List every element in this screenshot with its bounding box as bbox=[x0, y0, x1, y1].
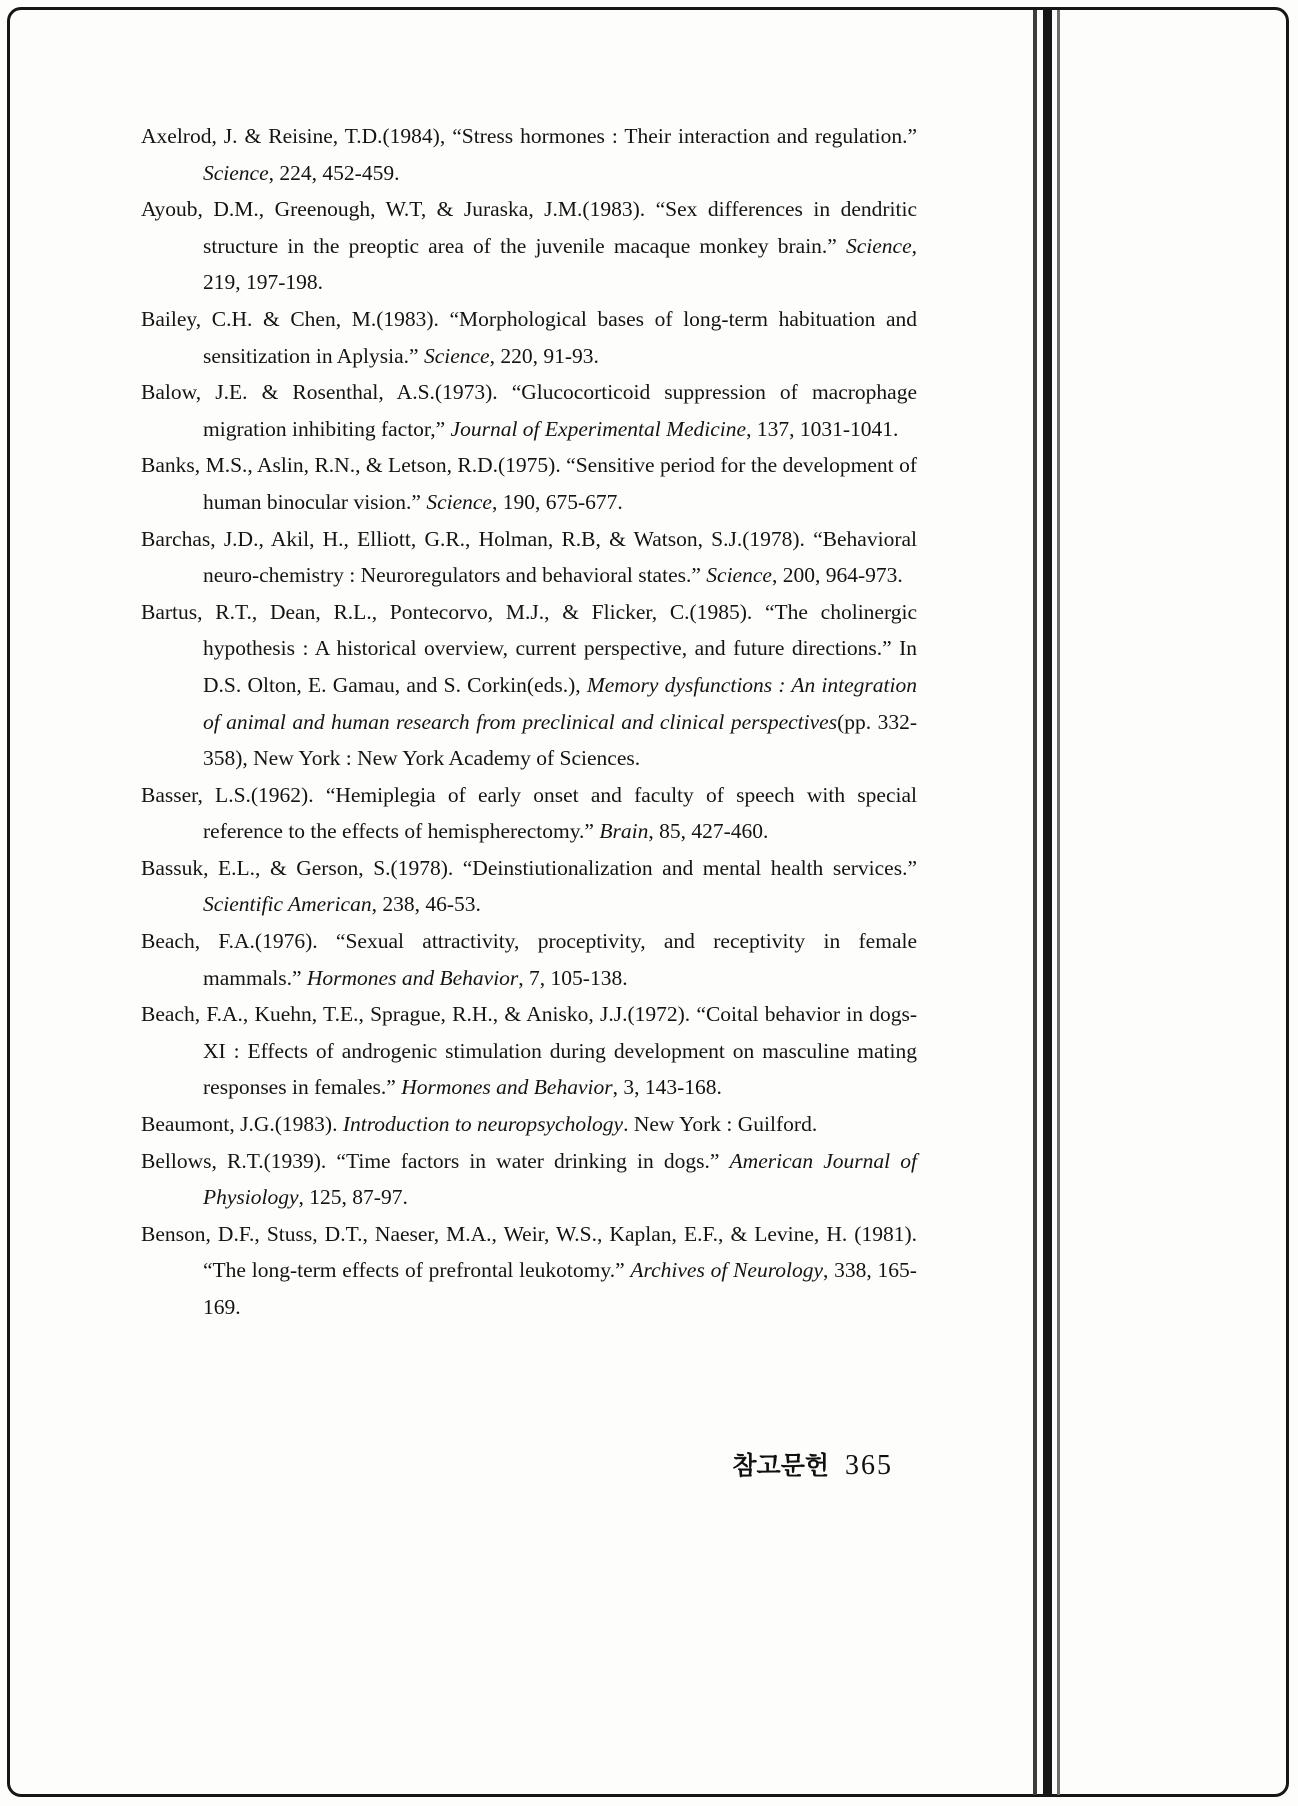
reference-item bbox=[141, 447, 917, 520]
reference-item bbox=[141, 1106, 917, 1143]
reference-item bbox=[141, 374, 917, 447]
reference-text: Bassuk, E.L., & Gerson, S.(1978). “Deinstiutionalization and mental health services.” bbox=[141, 855, 917, 880]
reference-journal-title: Hormones and Behavior bbox=[401, 1075, 613, 1100]
reference-item bbox=[141, 850, 917, 923]
reference-text: Basser, L.S.(1962). “Hemiplegia of early onset and faculty of speech with special reference to the effects of hemispherectomy.” bbox=[141, 782, 917, 844]
reference-text: Bellows, R.T.(1939). “Time factors in water drinking in dogs.” bbox=[141, 1148, 730, 1173]
reference-text: , 190, 675-677. bbox=[491, 489, 623, 514]
reference-text: , 137, 1031-1041. bbox=[746, 416, 899, 441]
reference-text: Beach, F.A., Kuehn, T.E., Sprague, R.H., & Anisko, J.J.(1972). “Coital behavior in dogs-XI : Effects of androgenic stimulation during development on masculine mating responses in females.” bbox=[141, 1002, 917, 1100]
reference-journal-title: Brain bbox=[599, 819, 649, 844]
reference-text: , 125, 87-97. bbox=[298, 1185, 408, 1210]
reference-journal-title: Introduction to neuropsychology bbox=[342, 1112, 624, 1137]
reference-item bbox=[141, 521, 917, 594]
reference-journal-title: Science bbox=[845, 233, 912, 258]
reference-text: , 220, 91-93. bbox=[489, 343, 599, 368]
reference-text: Banks, M.S., Aslin, R.N., & Letson, R.D.(1975). “Sensitive period for the development of human binocular vision.” bbox=[141, 453, 917, 514]
reference-text: , 3, 143-168. bbox=[612, 1075, 722, 1100]
reference-journal-title: Memory dysfunctions : An integration of animal and human research from preclinical and clinical perspectives bbox=[203, 672, 917, 734]
reference-text: . New York : Guilford. bbox=[623, 1112, 818, 1137]
footer-section-title: 참고문헌 bbox=[732, 1453, 829, 1480]
book-page-edge-line bbox=[1033, 10, 1037, 1795]
reference-item bbox=[141, 301, 917, 374]
references-list bbox=[141, 118, 917, 1326]
reference-item bbox=[141, 923, 917, 996]
reference-journal-title: Science bbox=[426, 489, 492, 514]
reference-item bbox=[141, 1143, 917, 1216]
reference-item bbox=[141, 1216, 917, 1326]
page-footer bbox=[141, 1446, 893, 1482]
book-page-edge-line bbox=[1043, 10, 1052, 1795]
reference-item bbox=[141, 777, 917, 850]
reference-journal-title: Science bbox=[203, 160, 269, 185]
reference-journal-title: Journal of Experimental Medicine bbox=[450, 416, 747, 441]
reference-text: , 219, 197-198. bbox=[203, 233, 917, 295]
reference-text: , 200, 964-973. bbox=[771, 563, 903, 588]
reference-text: Beaumont, J.G.(1983). bbox=[141, 1112, 343, 1137]
reference-journal-title: Hormones and Behavior bbox=[306, 965, 519, 990]
reference-text: , 338, 165-169. bbox=[203, 1258, 917, 1319]
reference-text: , 238, 46-53. bbox=[371, 892, 481, 917]
reference-journal-title: Scientific American bbox=[203, 892, 372, 917]
reference-journal-title: American Journal of Physiology bbox=[203, 1148, 917, 1210]
book-page-edge-line bbox=[1057, 10, 1060, 1795]
reference-text: Benson, D.F., Stuss, D.T., Naeser, M.A., Weir, W.S., Kaplan, E.F., & Levine, H. (1981). “The long-term effects of prefrontal leukotomy.” bbox=[141, 1221, 917, 1283]
reference-text: Balow, J.E. & Rosenthal, A.S.(1973). “Glucocorticoid suppression of macrophage migration inhibiting factor,” bbox=[141, 380, 917, 441]
reference-journal-title: Archives of Neurology bbox=[630, 1258, 824, 1283]
reference-text: Bailey, C.H. & Chen, M.(1983). “Morphological bases of long-term habituation and sensitization in Aplysia.” bbox=[141, 306, 917, 368]
reference-item bbox=[141, 191, 917, 301]
reference-text: Ayoub, D.M., Greenough, W.T, & Juraska, J.M.(1983). “Sex differences in dendritic structure in the preoptic area of the juvenile macaque monkey brain.” bbox=[141, 197, 917, 258]
reference-text: Beach, F.A.(1976). “Sexual attractivity, proceptivity, and receptivity in female mammals.” bbox=[141, 929, 917, 990]
reference-item bbox=[141, 594, 917, 777]
footer-page-number: 365 bbox=[845, 1450, 893, 1481]
reference-journal-title: Science bbox=[423, 343, 490, 368]
reference-text: Barchas, J.D., Akil, H., Elliott, G.R., Holman, R.B, & Watson, S.J.(1978). “Behavioral neuro-chemistry : Neuroregulators and behavioral states.” bbox=[141, 526, 917, 588]
reference-text: , 7, 105-138. bbox=[518, 965, 628, 990]
reference-text: , 85, 427-460. bbox=[648, 819, 769, 844]
reference-item bbox=[141, 996, 917, 1106]
reference-text: (pp. 332-358), New York : New York Academy of Sciences. bbox=[203, 709, 917, 771]
reference-text: , 224, 452-459. bbox=[268, 160, 400, 185]
reference-text: Axelrod, J. & Reisine, T.D.(1984), “Stress hormones : Their interaction and regulation.” bbox=[141, 124, 917, 148]
reference-text: Bartus, R.T., Dean, R.L., Pontecorvo, M.J., & Flicker, C.(1985). “The cholinergic hypothesis : A historical overview, current perspective, and future directions.” In D.S. Olton, E. Gamau, and S. Corkin(eds.), bbox=[141, 599, 917, 697]
reference-item bbox=[141, 118, 917, 191]
reference-journal-title: Science bbox=[706, 563, 772, 588]
